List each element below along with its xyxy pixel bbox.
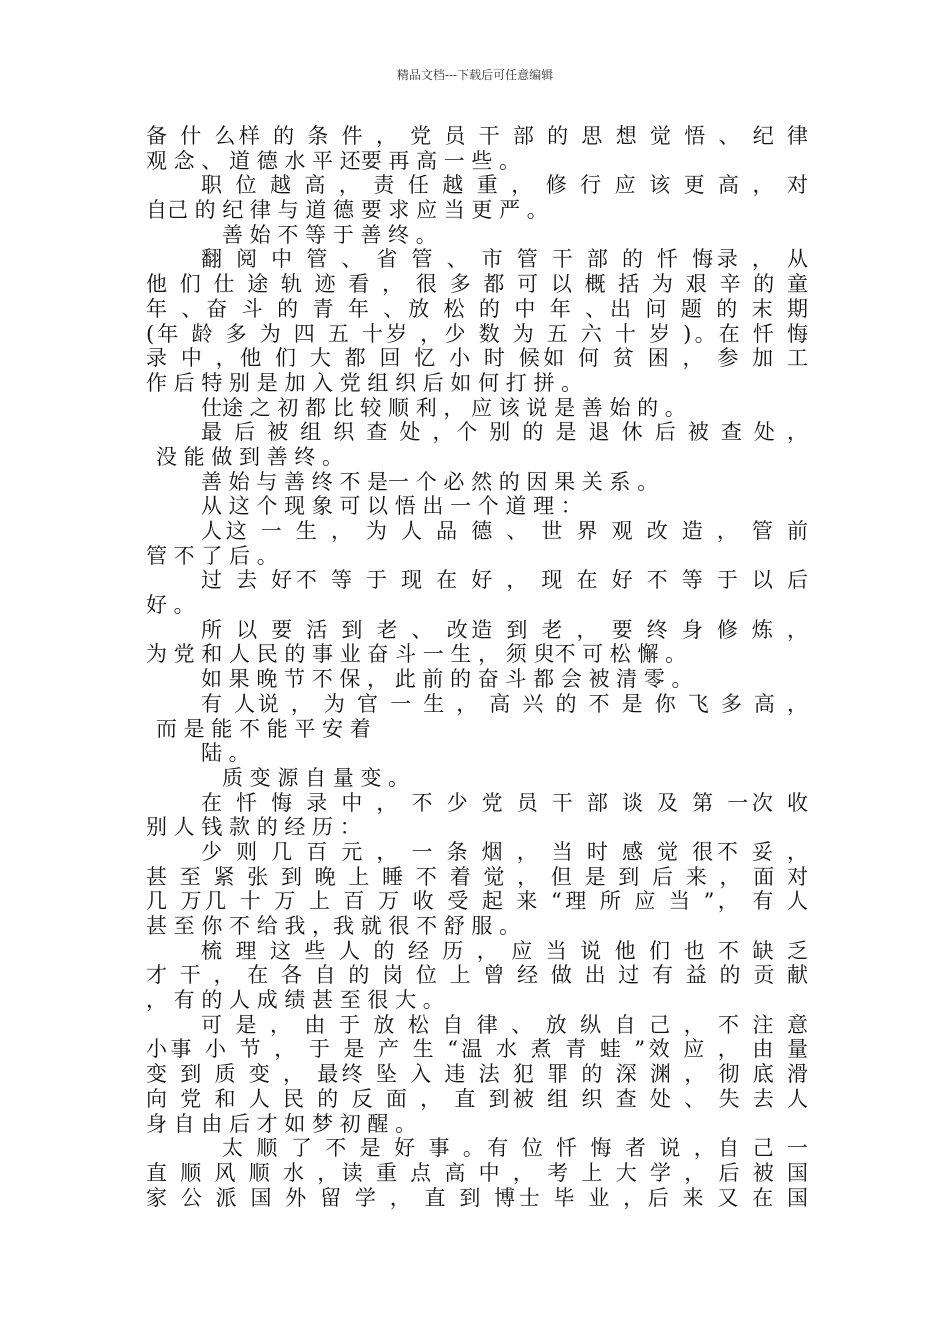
text-line: 翻 阅 中 管 、 省 管 、 市 管 干 部 的 忏 悔录 ， 从 — [201, 247, 808, 272]
text-line: 职 位 越 高 ， 责 任 越 重 ， 修 行 应 该 更 高 ， 对 — [201, 173, 808, 198]
text-line: 变 到 质 变 ， 最终 坠 入 违 法 犯 罪 的 深 渊 ， 彻 底 滑 — [146, 1062, 808, 1087]
text-line: 善 始 与 善 终 不 是一 个 必 然 的 因 果 关 系 。 — [201, 469, 659, 494]
text-line: (年 龄 多 为 四 五 十岁 ，少 数 为 五 六 十 岁 )。在 忏 悔 — [146, 321, 808, 346]
text-line: 有 人说 ， 为 官 一 生 ， 高 兴 的 不 是 你 飞 多 高 ， — [201, 691, 808, 716]
text-line: 过 去 好不 等 于 现 在 好 ， 现 在 好 不 等 于 以 后 — [201, 568, 808, 593]
text-line: 观 念 、 道 德 水 平 还要 再 高 一 些 。 — [146, 148, 521, 173]
text-line: 为 党 和 人 民 的 事 业 奋 斗 一 生 ， 须 臾不 可 松 懈 。 — [146, 642, 687, 667]
text-line: 陆 。 — [201, 741, 250, 766]
text-line: 管 不 了 后 。 — [146, 543, 278, 568]
text-line: 太 顺 了 不 是 好 事 。有 位 忏 悔 者 说 ，自 己 一 — [222, 1136, 808, 1161]
text-line: 善 始 不 等 于 善 终 。 — [222, 222, 437, 247]
text-line: 作 后 特 别 是 加 入 党 组 织 后 如 何 打 拼 。 — [146, 370, 583, 395]
text-line: 最 后 被 组 织 查 处 ，个 别 的 是 退 休 后 被 查 处 ， — [201, 420, 808, 445]
text-line: 甚 至 紧 张 到 晚 上 睡 不 着 觉 ， 但 是 到 后 来 ， 面 对 — [146, 864, 808, 889]
text-line: 可 是 ， 由 于 放 松 自 律 、 放 纵 自 己 ， 不 注 意 — [201, 1012, 808, 1037]
text-line: 人这 一 生 ， 为 人 品 德 、 世 界 观 改 造 ， 管 前 — [201, 519, 808, 543]
text-line: 向 党 和 人 民 的 反 面 ， 直 到被 组 织 查 处 、 失 去 人 — [146, 1086, 808, 1111]
text-line: 好 。 — [146, 593, 195, 618]
text-line: 家 公 派 国 外 留 学 ， 直 到 博士 毕 业 ，后 来 又 在 国 — [146, 1185, 808, 1210]
text-line: 甚 至 你 不 给 我 ，我 就 很 不 舒 服 。 — [146, 914, 521, 938]
text-line: 身 自 由 后 才 如 梦 初 醒 。 — [146, 1111, 417, 1136]
text-line: 没 能 做 到 善 终 。 — [156, 444, 344, 469]
text-line: 质 变 源 自 量 变 。 — [222, 765, 410, 790]
text-line: 才 干 ， 在 各 自 的 岗 位 上 曾 经 做 出 过 有 益 的 贡 献 — [146, 963, 808, 988]
text-line: 几 万几 十 万 上 百 万 收 受 起 来 “理 所 应 当 ”， 有 人 — [146, 889, 808, 914]
document-body — [146, 124, 808, 1210]
text-line: 少 则 几 百 元 ， 一 条 烟 ， 当 时 感 觉 很不 妥 ， — [201, 839, 808, 864]
text-line: 录 中 ，他 们 大 都 回 忆 小 时 候如 何 贫 困 ， 参 加 工 — [146, 346, 808, 371]
text-line: 小事 小 节 ， 于 是 产 生 “温 水 煮 青 蛙 ”效 应 ， 由 量 — [146, 1037, 808, 1062]
text-line: 他 们 仕 途 轨 迹 看 ， 很 多 都 可 以 概 括 为 艰 辛 的 童 — [146, 272, 808, 297]
text-line: 如 果 晚 节 不 保 ， 此 前 的 奋 斗 都 会 被 清 零 。 — [201, 667, 693, 692]
text-line: 从 这 个 现 象 可 以 悟 出 一 个 道 理 ： — [201, 494, 582, 519]
page-header: 精品文档---下载后可任意编辑 — [396, 68, 554, 82]
text-line: 梳 理 这 些 人 的 经 历 ， 应 当 说 他 们 也 不 缺 乏 — [201, 938, 808, 963]
text-line: ， 有 的 人 成 绩 甚 至 很 大 。 — [146, 988, 444, 1013]
text-line: 所 以 要 活 到 老 、 改造 到 老 ， 要 终 身 修 炼 ， — [201, 617, 808, 642]
text-line: 年 、奋 斗 的 青 年 、放 松 的 中 年 、出 问 题 的 末 期 — [146, 296, 808, 321]
text-line: 仕途 之 初 都 比 较 顺 利 ， 应 该 说 是 善 始 的 。 — [201, 395, 686, 420]
text-line: 别 人 钱 款 的 经 历 ： — [146, 815, 361, 840]
text-line: 备 什 么样 的 条 件 ， 党 员 干 部 的 思 想 觉 悟 、 纪 律 — [146, 124, 808, 148]
text-line: 在 忏 悔 录 中 ， 不 少 党 员 干 部 谈 及 第 一次 收 — [201, 790, 808, 815]
text-line: 而 是 能 不 能 平 安 着 — [156, 716, 371, 741]
text-line: 直 顺 风 顺 水 ，读 重 点 高 中 ， 考 上 大 学 ， 后 被 国 — [146, 1160, 808, 1185]
text-line: 自己 的 纪 律 与 道 德 要 求 应 当 更 严 。 — [146, 198, 548, 223]
